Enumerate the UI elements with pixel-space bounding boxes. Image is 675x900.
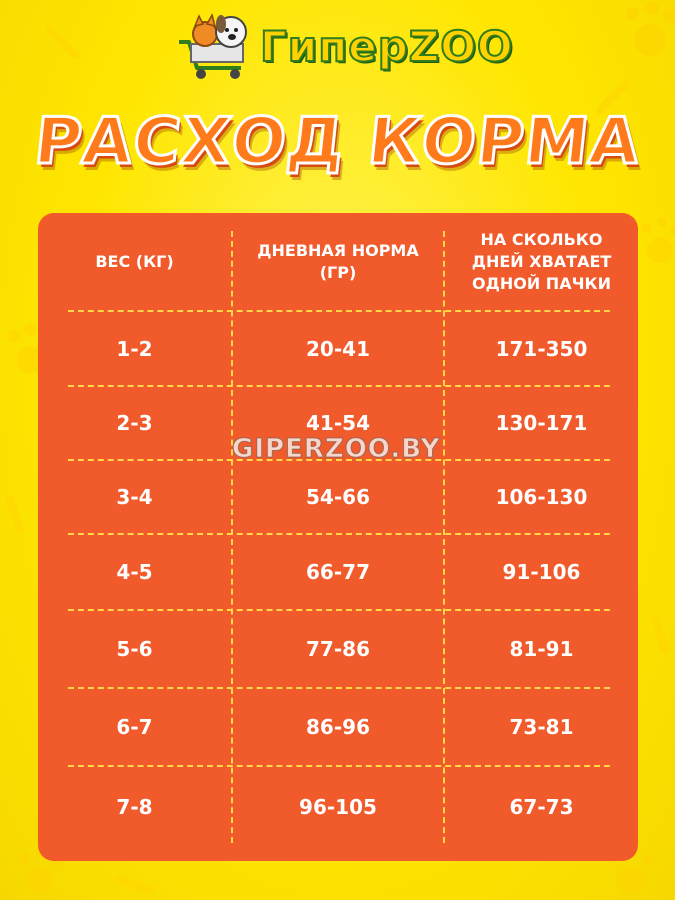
consumption-table (38, 213, 638, 861)
cell-days: 81-91 (509, 637, 574, 661)
cell-weight: 5-6 (116, 637, 153, 661)
cell-weight: 1-2 (116, 336, 153, 361)
cell-weight: 4-5 (116, 560, 153, 584)
cell-days: 171-350 (495, 336, 588, 361)
cell-daily-norm: 96-105 (299, 795, 377, 819)
cell-days: 67-73 (509, 795, 574, 819)
cell-weight: 2-3 (116, 411, 153, 435)
cell-daily-norm: 86-96 (306, 715, 370, 739)
header-daily-norm: ДНЕВНАЯ НОРМА (ГР) (257, 240, 419, 282)
cell-weight: 6-7 (116, 715, 153, 739)
cell-daily-norm: 20-41 (306, 336, 370, 361)
logo (175, 12, 514, 82)
cell-days: 106-130 (495, 485, 588, 509)
cell-weight: 7-8 (116, 795, 153, 819)
cell-daily-norm: 54-66 (306, 485, 370, 509)
cell-days: 130-171 (495, 411, 588, 435)
cell-weight: 3-4 (116, 485, 153, 509)
cell-days: 91-106 (502, 560, 581, 584)
logo-cart-pets-icon (175, 12, 265, 82)
cell-days: 73-81 (509, 715, 574, 739)
cell-daily-norm: 41-54 (306, 411, 370, 435)
cell-daily-norm: 66-77 (306, 560, 370, 584)
watermark: GIPERZOO.BY (232, 434, 441, 464)
cell-daily-norm: 77-86 (306, 637, 370, 661)
header-days-per-pack: НА СКОЛЬКО ДНЕЙ ХВАТАЕТ ОДНОЙ ПАЧКИ (471, 229, 612, 293)
page-title: РАСХОД КОРМА (30, 105, 645, 179)
brand-name: ГиперZOO (260, 22, 514, 71)
header-weight: ВЕС (КГ) (95, 251, 174, 271)
